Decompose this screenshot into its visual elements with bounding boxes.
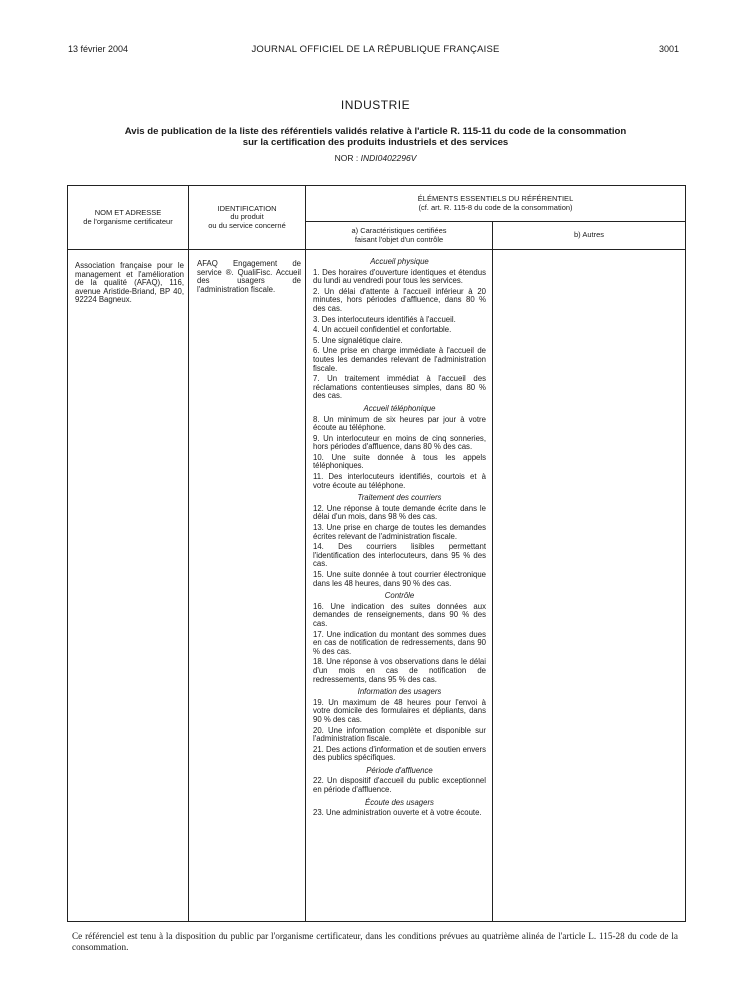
criteria-group [313,767,486,795]
criteria-item: 9. Un interlocuteur en moins de cinq sonneries, hors périodes d'affluence, dans 80 % des cas. [313,433,486,452]
notice-title-line1: Avis de publication de la liste des référentiels validés relative à l'article R. 115-11 du code de la consommation [124,126,627,137]
header-organisme [68,186,189,250]
criteria-group-title: Contrôle [384,591,415,601]
criteria-item: 21. Des actions d'information et de soutien envers des publics spécifiques. [313,744,486,763]
criteria-group [313,592,486,684]
header-elements [306,186,686,222]
nor-value: INDI0402296V [360,153,417,163]
notice-title-line2: sur la certification des produits industriels et des services [242,137,509,148]
header-identification-line3: ou du service concerné [208,220,286,230]
criteria-item: 18. Une réponse à vos observations dans le délai d'un mois en cas de notification de redressements, dans 95 % des cas. [313,657,486,684]
criteria-item: 15. Une suite donnée à tout courrier électronique dans les 48 heures, dans 90 % des cas. [313,570,486,588]
criteria-item: 16. Une indication des suites données aux demandes de renseignements, dans 90 % des cas. [313,601,486,628]
criteria-item: 13. Une prise en charge de toutes les demandes écrites relevant de l'administration fiscale. [313,523,486,541]
header-elements-line2: (cf. art. R. 115-8 du code de la consommation) [418,202,573,212]
criteria-item: 14. Des courriers lisibles permettant l'identification des interlocuteurs, dans 95 % des cas. [313,542,486,569]
criteria-item: 12. Une réponse à toute demande écrite dans le délai d'un mois, dans 98 % des cas. [313,503,486,522]
page-number: 3001 [658,44,679,54]
organisme-cell: Association française pour le management et l'amélioration de la qualité (AFAQ), 116, avenue Aristide-Briand, BP 40, 92224 Bagneux. [68,250,189,922]
header-caracteristiques [306,222,493,250]
criteria-item: 19. Un maximum de 48 heures pour l'envoi à votre domicile des formulaires et dépliants, dans 90 % des cas. [313,697,486,724]
criteria-item: 22. Un dispositif d'accueil du public exceptionnel en période d'affluence. [313,776,486,795]
criteria-group [313,258,486,401]
criteria-group [313,799,486,818]
criteria-group-title: Traitement des courriers [357,493,442,503]
criteria-group-title: Accueil téléphonique [363,403,436,413]
criteria-item: 23. Une administration ouverte et à votre écoute. [313,808,482,818]
criteria-item: 2. Un délai d'attente à l'accueil inférieur à 20 minutes, hors périodes d'affluence, dans 80 % des cas. [313,286,486,313]
criteria-item: 10. Une suite donnée à tous les appels téléphoniques. [313,452,486,471]
criteria-item: 3. Des interlocuteurs identifiés à l'accueil. [313,314,456,324]
criteria-item: 7. Un traitement immédiat à l'accueil des réclamations contentieuses simples, dans 80 % des cas. [313,374,486,401]
header-identification-line2: du produit [230,212,264,222]
section-heading: INDUSTRIE [340,98,411,112]
criteria-item: 11. Des interlocuteurs identifiés, courtois et à votre écoute au téléphone. [313,472,486,490]
criteria-item: 8. Un minimum de six heures par jour à votre écoute au téléphone. [313,414,486,433]
header-caracteristiques-line1: a) Caractéristiques certifiées [351,226,447,235]
nor-reference [0,153,751,163]
criteria-item: 5. Une signalétique claire. [313,335,403,345]
header-caracteristiques-line2: faisant l'objet d'un contrôle [354,234,444,244]
criteria-item: 1. Des horaires d'ouverture identiques et étendus du lundi au vendredi pour tous les services. [313,267,486,286]
criteria-group-title: Écoute des usagers [365,797,434,807]
header-identification [189,186,306,250]
header-autres: b) Autres [493,222,686,250]
autres-cell [493,250,686,922]
header-organisme-line1: NOM ET ADRESSE [94,208,162,217]
criteria-group-title: Information des usagers [357,687,442,697]
journal-title: JOURNAL OFFICIEL DE LA RÉPUBLIQUE FRANÇAISE [251,44,500,55]
footer-note: Ce référenciel est tenu à la disposition du public par l'organisme certificateur, dans les conditions prévues au quatrième alinéa de l'article L. 115-28 du code de la consommation. [72,931,678,952]
notice-title [60,126,691,148]
identification-cell: AFAQ Engagement de service ®. QualiFisc. Accueil des usagers de l'administration fiscale. [189,250,306,922]
criteria-group-title: Accueil physique [370,257,429,266]
header-elements-line1: ÉLÉMENTS ESSENTIELS DU RÉFÉRENTIEL [417,194,574,203]
criteria-item: 4. Un accueil confidentiel et confortable. [313,325,452,335]
header-date: 13 février 2004 [68,44,129,54]
header-organisme-line2: de l'organisme certificateur [83,216,173,226]
header-identification-line1: IDENTIFICATION [217,203,277,213]
criteria-item: 17. Une indication du montant des sommes dues en cas de notification de redressements, dans 90 % des cas. [313,629,486,656]
criteria-list [313,258,486,818]
criteria-group [313,688,486,763]
caracteristiques-cell [306,250,493,922]
criteria-group [313,405,486,490]
criteria-group [313,494,486,588]
nor-label: NOR : [334,153,359,163]
referentiel-table [67,185,686,922]
criteria-item: 20. Une information complète et disponible sur l'administration fiscale. [313,725,486,744]
criteria-group-title: Période d'affluence [366,765,433,775]
criteria-item: 6. Une prise en charge immédiate à l'accueil de toutes les demandes relevant de l'administration fiscale. [313,346,486,373]
